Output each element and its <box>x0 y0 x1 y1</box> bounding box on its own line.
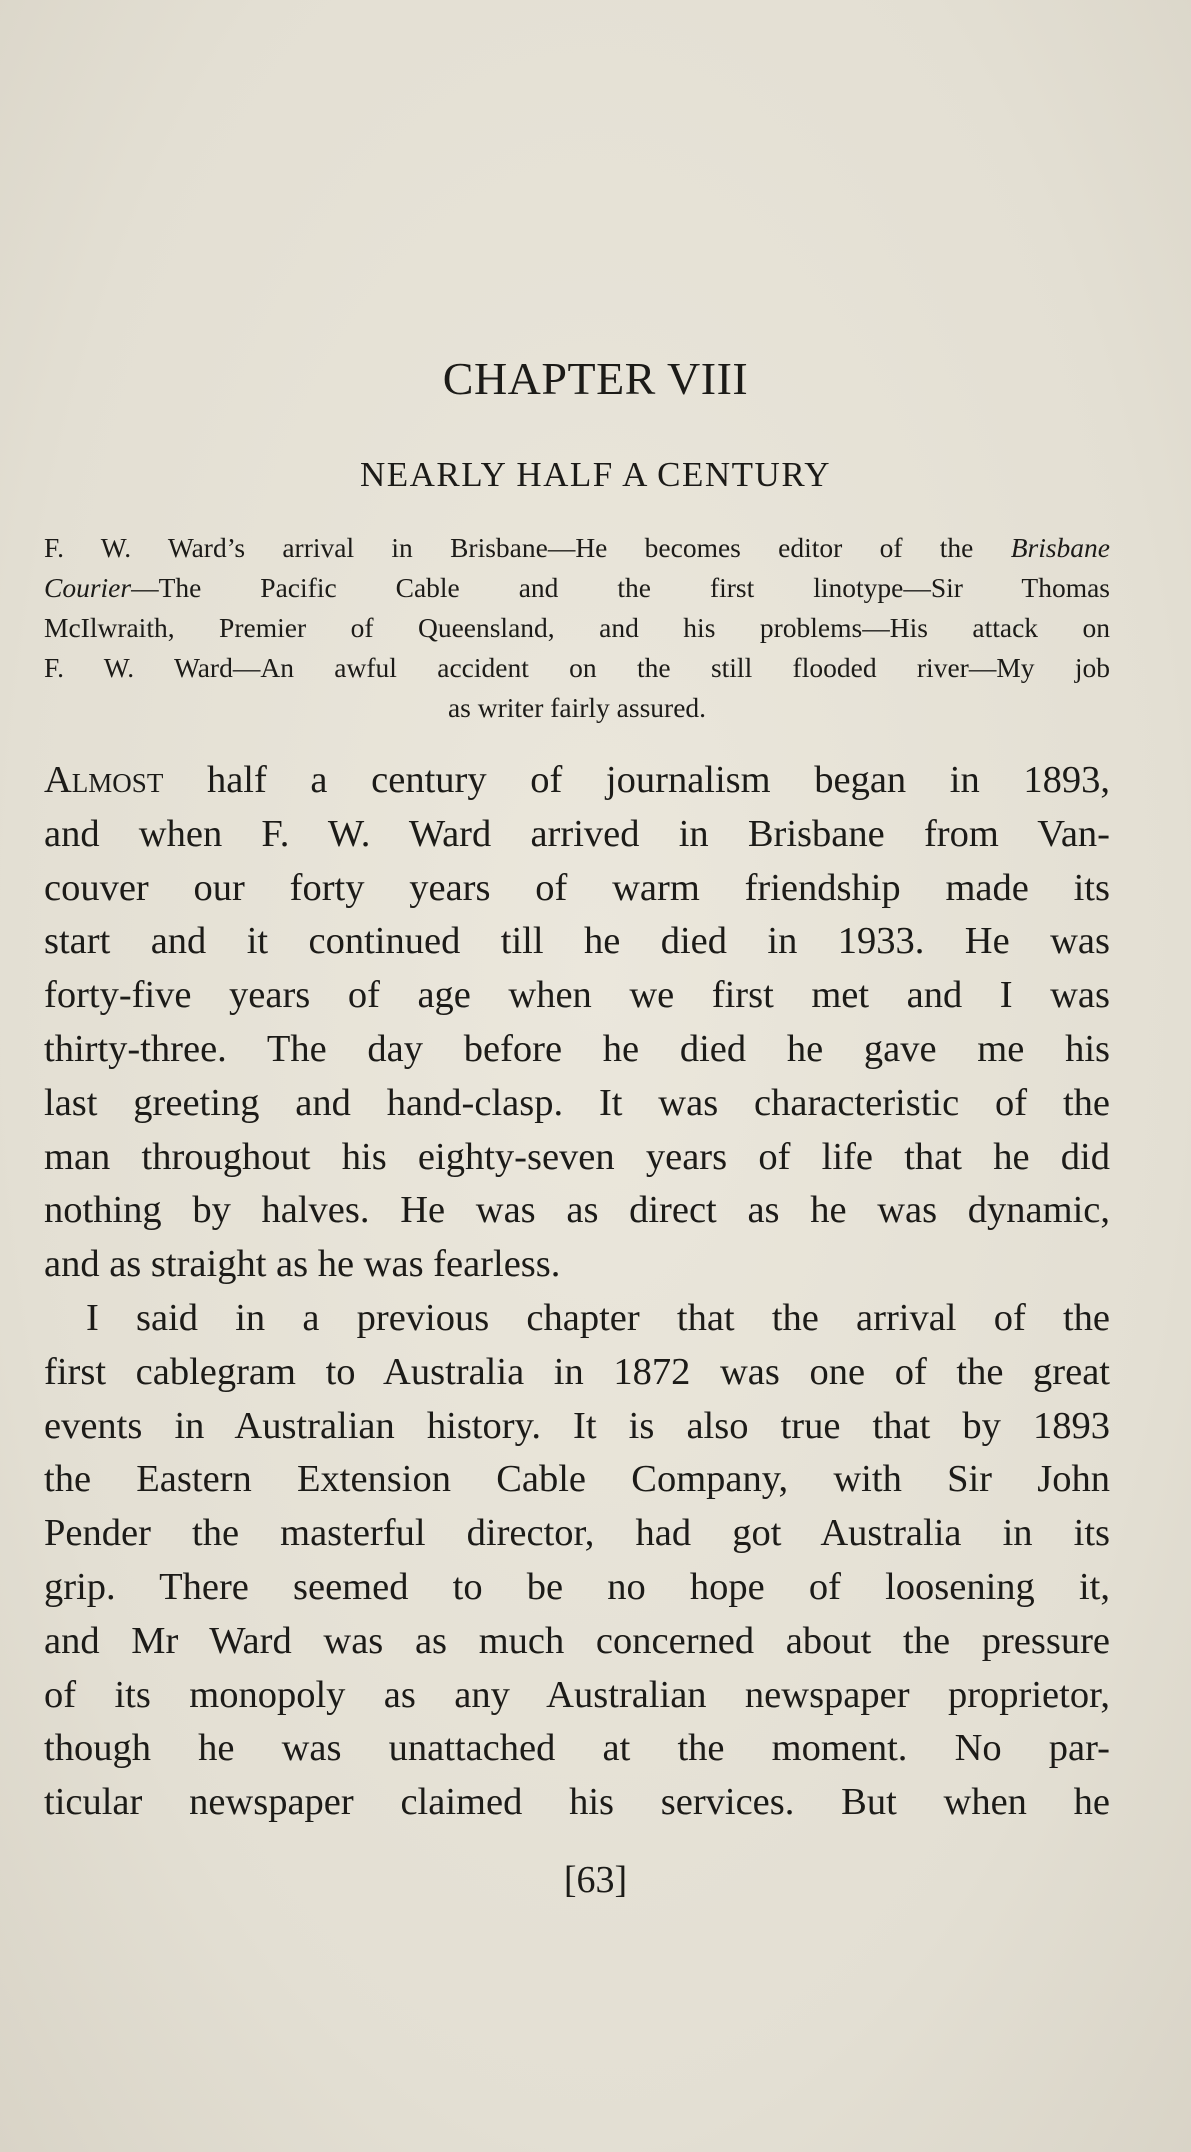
synopsis-line: as writer fairly assured. <box>447 692 707 723</box>
chapter-subtitle: NEARLY HALF A CENTURY <box>359 455 832 494</box>
synopsis-line: McIlwraith, Premier of Queensland, and his problems—His attack on <box>44 612 1110 643</box>
synopsis-line: F. W. Ward—An awful accident on the still flooded river—My job <box>44 652 1110 683</box>
body-line: and as straight as he was fearless. <box>44 1243 561 1286</box>
body-line: I said in a previous chapter that the arrival of the <box>86 1296 1110 1339</box>
chapter-synopsis <box>44 528 1110 728</box>
body-text <box>44 754 1110 1830</box>
body-line: first cablegram to Australia in 1872 was one of the great <box>44 1350 1110 1393</box>
body-line: ticular newspaper claimed his services. But when he <box>44 1781 1110 1824</box>
body-line: man throughout his eighty-seven years of life that he did <box>44 1135 1110 1178</box>
synopsis-text: F. W. Ward’s arrival in Brisbane—He becomes editor of the <box>44 532 1011 563</box>
synopsis-line <box>44 568 1110 608</box>
body-line: Pender the masterful director, had got Australia in its <box>44 1512 1110 1555</box>
body-line: couver our forty years of warm friendship made its <box>44 866 1110 909</box>
page-number: [63] <box>563 1859 628 1901</box>
body-line: last greeting and hand-clasp. It was characteristic of the <box>44 1081 1110 1124</box>
body-line: the Eastern Extension Cable Company, with Sir John <box>44 1458 1110 1501</box>
body-line-text: half a century of journalism began in 1893, <box>163 759 1110 801</box>
body-line: and Mr Ward was as much concerned about the pressure <box>44 1619 1110 1662</box>
body-line: thirty-three. The day before he died he gave me his <box>44 1027 1110 1070</box>
body-line: start and it continued till he died in 1933. He was <box>44 920 1110 963</box>
body-line: though he was unattached at the moment. No par- <box>44 1727 1110 1770</box>
body-line: events in Australian history. It is also true that by 1893 <box>44 1404 1110 1447</box>
chapter-title: CHAPTER VIII <box>442 353 749 404</box>
synopsis-italic: Courier <box>44 572 132 603</box>
body-line: nothing by halves. He was as direct as he was dynamic, <box>44 1189 1110 1232</box>
synopsis-italic: Brisbane <box>1010 532 1110 563</box>
synopsis-line <box>44 528 1110 568</box>
body-line: forty-five years of age when we first met and I was <box>44 974 1110 1017</box>
drop-word: Almost <box>44 759 164 801</box>
body-line: of its monopoly as any Australian newspaper proprietor, <box>44 1673 1110 1716</box>
synopsis-text: —The Pacific Cable and the first linotype—Sir Thomas <box>131 572 1110 603</box>
body-line: grip. There seemed to be no hope of loosening it, <box>44 1565 1110 1608</box>
body-line <box>44 754 1110 808</box>
body-line: and when F. W. Ward arrived in Brisbane from Van- <box>44 812 1110 855</box>
